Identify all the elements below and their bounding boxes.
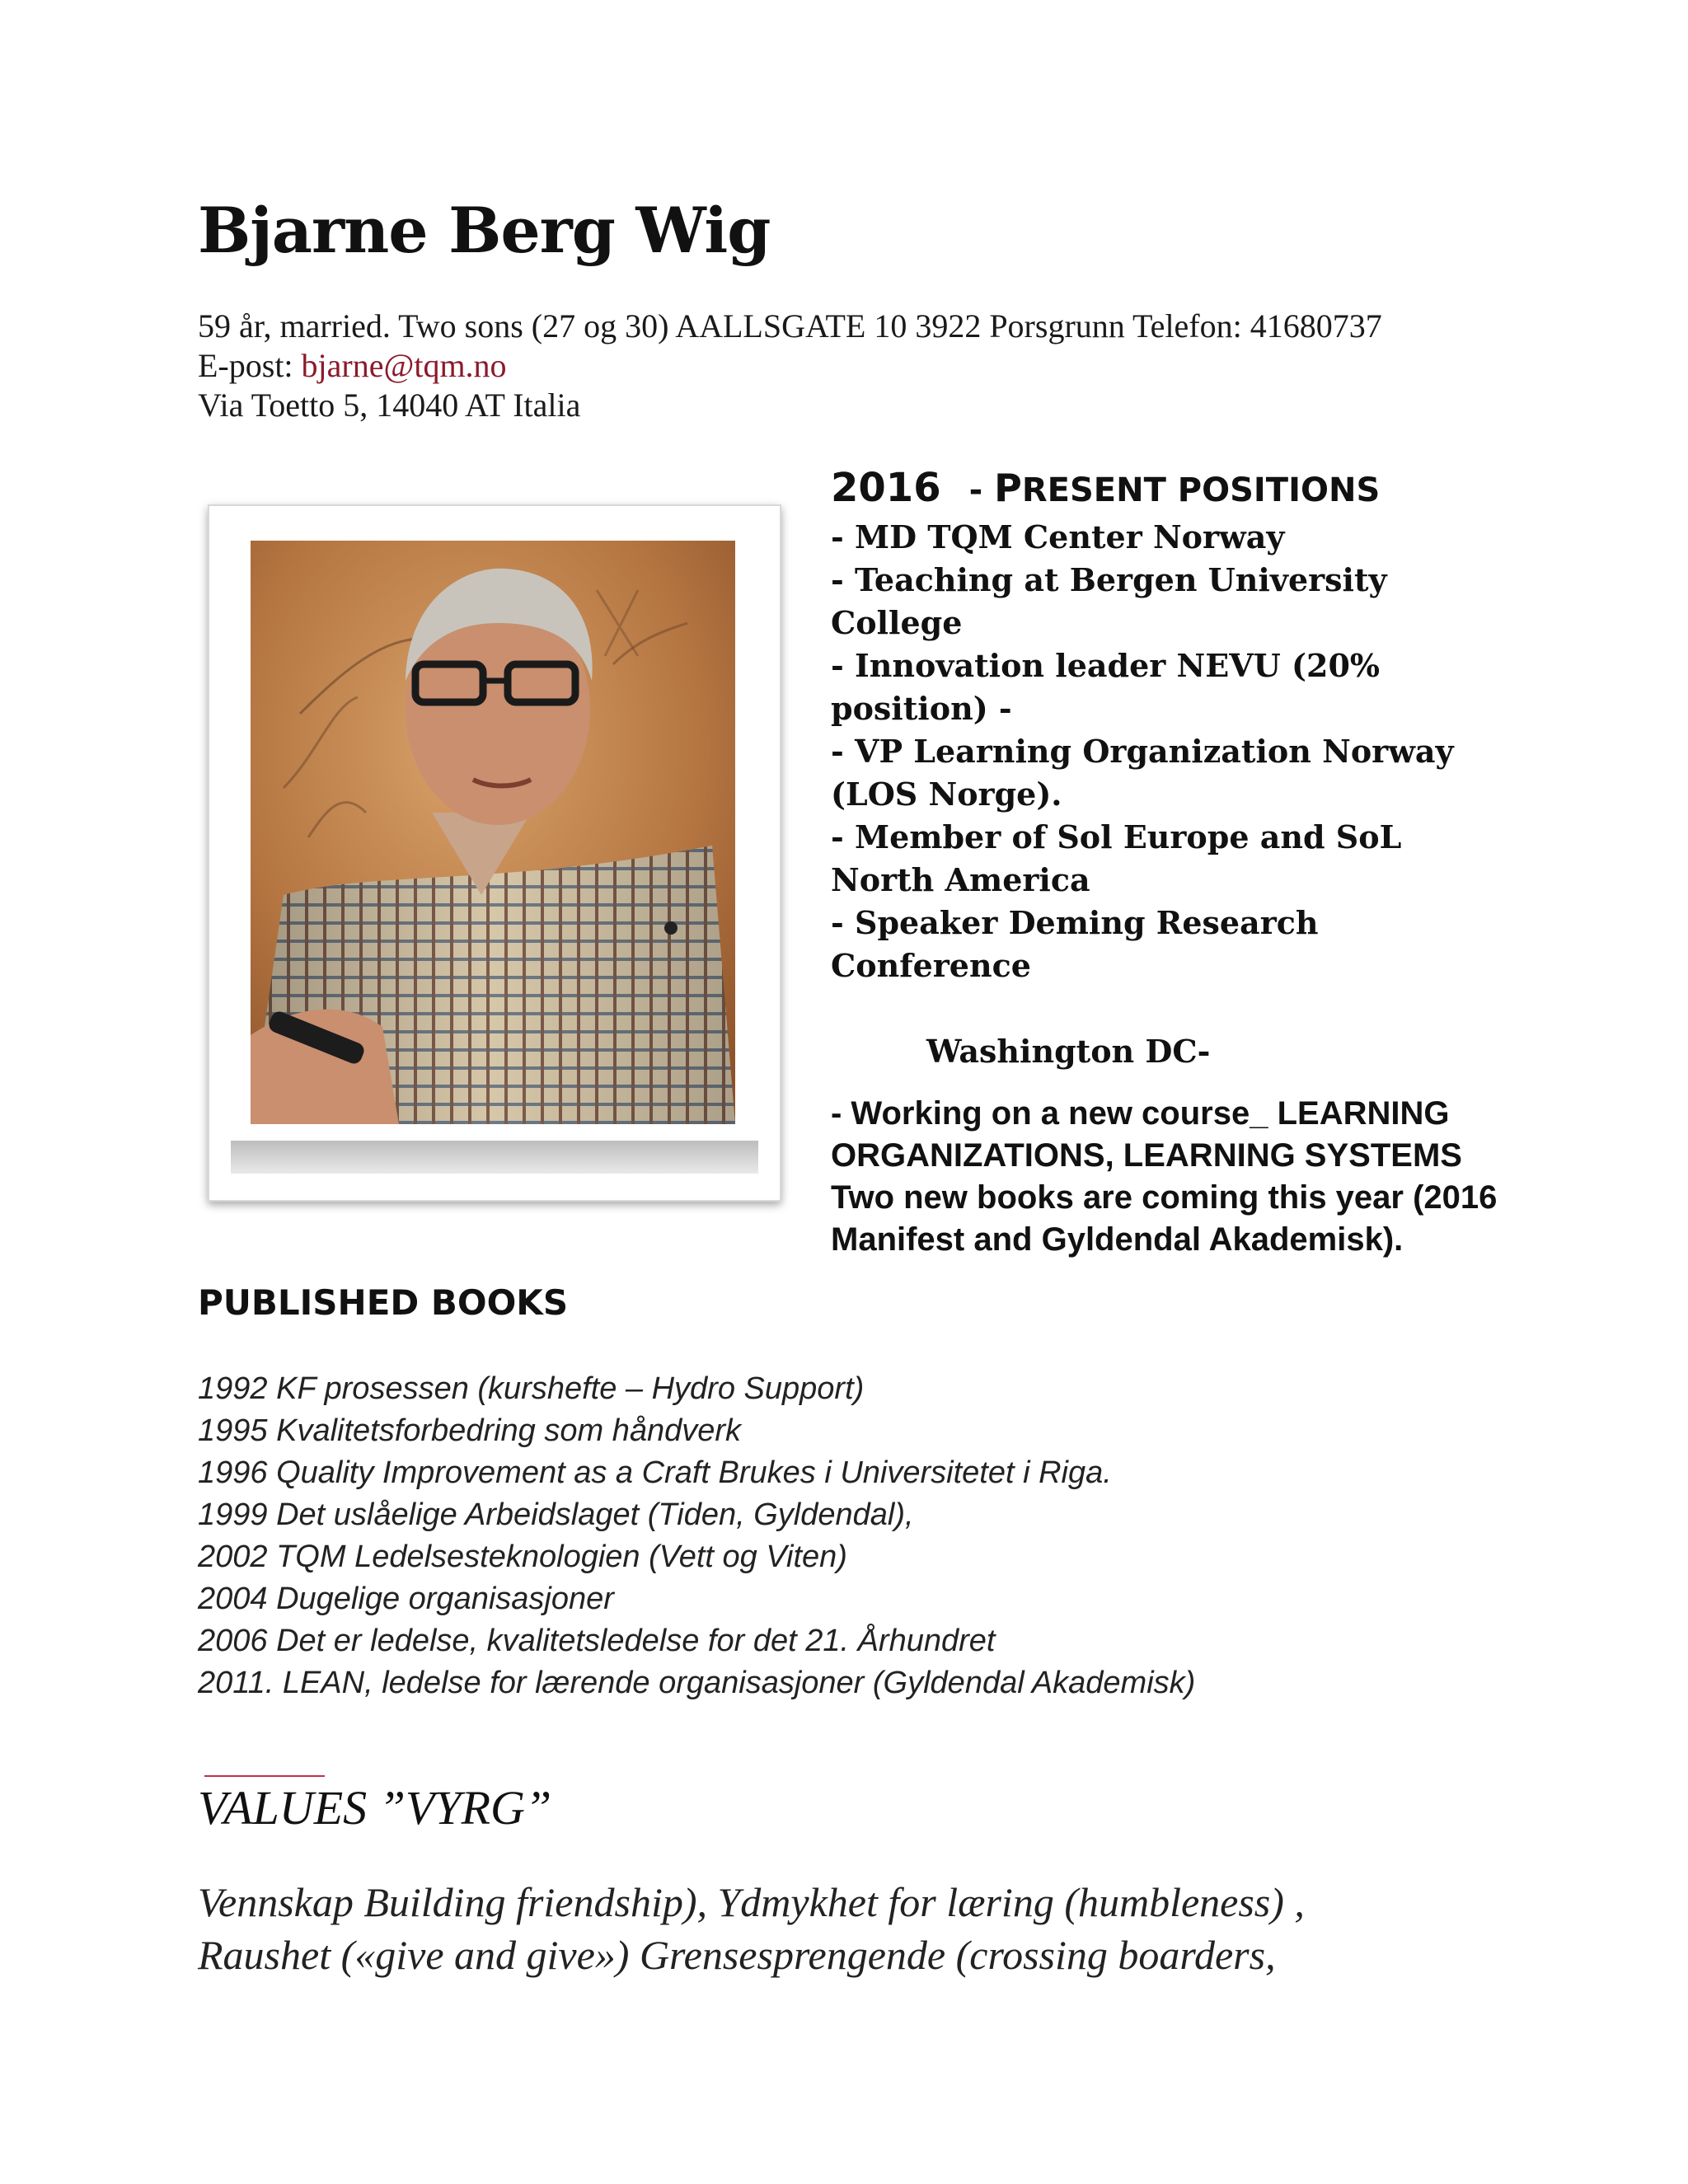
portrait-photo-frame [208,504,781,1202]
person-name: Bjarne Berg Wig [198,194,771,267]
published-books-heading: PUBLISHED BOOKS [198,1282,569,1323]
email-line [198,346,1599,386]
address-line: Via Toetto 5, 14040 AT Italia [198,387,581,424]
position-item: - Member of Sol Europe and SoL North America [831,818,1402,898]
book-item: 1992 KF prosessen (kurshefte – Hydro Support) [198,1371,865,1406]
book-item: 2004 Dugelige organisasjoner [198,1582,614,1616]
positions-list [831,516,1507,1073]
position-item: - VP Learning Organization Norway (LOS Norge). [831,733,1454,813]
contact-line: 59 år, married. Two sons (27 og 30) AALLSGATE 10 3922 Porsgrunn Telefon: 41680737 [198,307,1382,344]
heading-initial: P [994,466,1022,510]
positions-year: 2016 [831,465,941,511]
portrait-photo [251,541,735,1124]
accent-divider [204,1775,325,1777]
positions-note: - Working on a new course_ LEARNING ORGANIZATIONS, LEARNING SYSTEMS Two new books are coming this year (2016 Manifest and Gyldendal Akademisk). [831,1095,1498,1258]
book-item: 1995 Kvalitetsforbedring som håndverk [198,1413,742,1448]
values-line: Raushet («give and give») Grensesprengende (crossing boarders, [198,1932,1276,1978]
heading-rest: RESENT POSITIONS [1021,471,1381,509]
book-item: 2011. LEAN, ledelse for lærende organisasjoner (Gyldendal Akademisk) [198,1666,1196,1700]
present-positions-heading [831,465,1507,511]
book-item: 1999 Det uslåelige Arbeidslaget (Tiden, Gyldendal), [198,1497,914,1532]
email-link[interactable]: bjarne@tqm.no [301,347,507,384]
position-item: - Innovation leader NEVU (20% position) - [831,647,1381,727]
published-books-list [198,1368,1599,1704]
email-label: E-post: [198,347,302,384]
book-item: 2006 Det er ledelse, kvalitetsledelse for det 21. Århundret [198,1624,996,1658]
heading-dash: - [968,471,995,509]
present-positions-section [831,465,1507,1261]
book-item: 2002 TQM Ledelsesteknologien (Vett og Viten) [198,1540,847,1574]
values-text [198,1876,1599,1981]
position-item: - Teaching at Bergen University College [831,561,1387,641]
position-item-continuation: Washington DC- [926,1033,1211,1070]
position-item: - MD TQM Center Norway [831,518,1285,555]
values-heading: VALUES ”VYRG” [198,1781,552,1835]
values-line: Vennskap Building friendship), Ydmykhet for læring (humbleness) , [198,1879,1305,1925]
contact-block [198,307,1599,425]
photo-reflection [231,1141,758,1174]
book-item: 1996 Quality Improvement as a Craft Brukes i Universitetet i Riga. [198,1455,1112,1490]
position-item: - Speaker Deming Research Conference [831,904,1319,984]
